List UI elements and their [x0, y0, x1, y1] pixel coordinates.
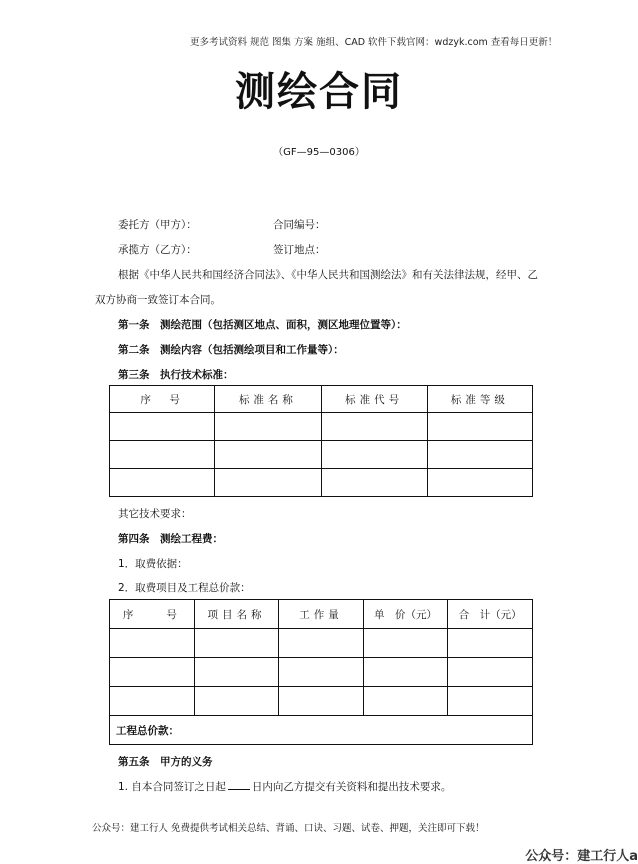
table-cell	[448, 629, 533, 658]
table-cell	[448, 658, 533, 687]
fee-total-label: 工程总价款：	[110, 716, 533, 745]
fee-item-2: 2．取费项目及工程总价款：	[118, 582, 251, 594]
table-row	[110, 629, 533, 658]
table-cell	[363, 658, 448, 687]
table-cell	[194, 629, 279, 658]
table-cell	[110, 629, 195, 658]
table-cell	[427, 469, 532, 497]
table-cell	[363, 629, 448, 658]
table-cell	[321, 469, 427, 497]
table-cell	[215, 469, 321, 497]
table-cell	[321, 413, 427, 441]
client-label: 委托方（甲方）：	[118, 219, 197, 231]
standards-header-code: 标准代号	[321, 386, 427, 413]
standards-table	[109, 385, 533, 497]
table-cell	[110, 441, 215, 469]
fee-header-no: 序 号	[110, 600, 195, 629]
article-3: 第三条 执行技术标准：	[118, 369, 234, 381]
intro-line-2: 双方协商一致签订本合同。	[95, 294, 221, 306]
fee-header-quantity: 工作量	[279, 600, 364, 629]
duty-1	[118, 779, 451, 794]
table-cell	[110, 658, 195, 687]
watermark: 公众号：建工行人a	[525, 849, 638, 864]
table-row	[110, 413, 533, 441]
other-requirements: 其它技术要求：	[118, 508, 192, 520]
sign-place-label: 签订地点：	[273, 244, 326, 256]
fee-header-price: 单 价（元）	[363, 600, 448, 629]
article-5: 第五条 甲方的义务	[118, 756, 213, 768]
article-1: 第一条 测绘范围（包括测区地点、面积，测区地理位置等）：	[118, 319, 407, 331]
top-banner: 更多考试资料 规范 图集 方案 施组、CAD 软件下载官网：wdzyk.com 查看每日更新！	[190, 37, 558, 48]
table-cell	[363, 687, 448, 716]
fee-header-total: 合 计（元）	[448, 600, 533, 629]
standards-header-no: 序 号	[110, 386, 215, 413]
contractor-label: 承揽方（乙方）：	[118, 244, 197, 256]
table-cell	[215, 441, 321, 469]
table-cell	[110, 469, 215, 497]
fee-header-item: 项目名称	[194, 600, 279, 629]
table-cell	[448, 687, 533, 716]
standards-header-name: 标准名称	[215, 386, 321, 413]
article-2: 第二条 测绘内容（包括测绘项目和工作量等）：	[118, 344, 344, 356]
table-cell	[215, 413, 321, 441]
table-cell	[279, 687, 364, 716]
table-cell	[427, 441, 532, 469]
table-cell	[321, 441, 427, 469]
duty-1-end: 日内向乙方提交有关资料和提出技术要求。	[251, 781, 452, 793]
intro-line-1: 根据《中华人民共和国经济合同法》、《中华人民共和国测绘法》和有关法律法规，经甲、乙	[118, 269, 538, 281]
table-row	[110, 658, 533, 687]
table-cell	[279, 629, 364, 658]
table-cell	[194, 658, 279, 687]
fee-item-1: 1．取费依据：	[118, 558, 188, 570]
duty-1-start: 1. 自本合同签订之日起	[118, 781, 226, 793]
table-cell	[279, 658, 364, 687]
blank-underline	[228, 788, 250, 790]
table-cell	[110, 687, 195, 716]
contract-code: （GF—95—0306）	[273, 147, 365, 158]
table-row	[110, 687, 533, 716]
table-cell	[110, 413, 215, 441]
standards-header-level: 标准等级	[427, 386, 532, 413]
fee-table	[109, 599, 533, 745]
contract-no-label: 合同编号：	[273, 219, 326, 231]
table-row	[110, 469, 533, 497]
table-cell	[194, 687, 279, 716]
table-cell	[427, 413, 532, 441]
footer-note: 公众号：建工行人 免费提供考试相关总结、背诵、口诀、习题、试卷、押题，关注即可下载！	[92, 823, 485, 834]
page-title: 测绘合同	[235, 69, 403, 115]
article-4: 第四条 测绘工程费：	[118, 533, 223, 545]
table-row	[110, 441, 533, 469]
